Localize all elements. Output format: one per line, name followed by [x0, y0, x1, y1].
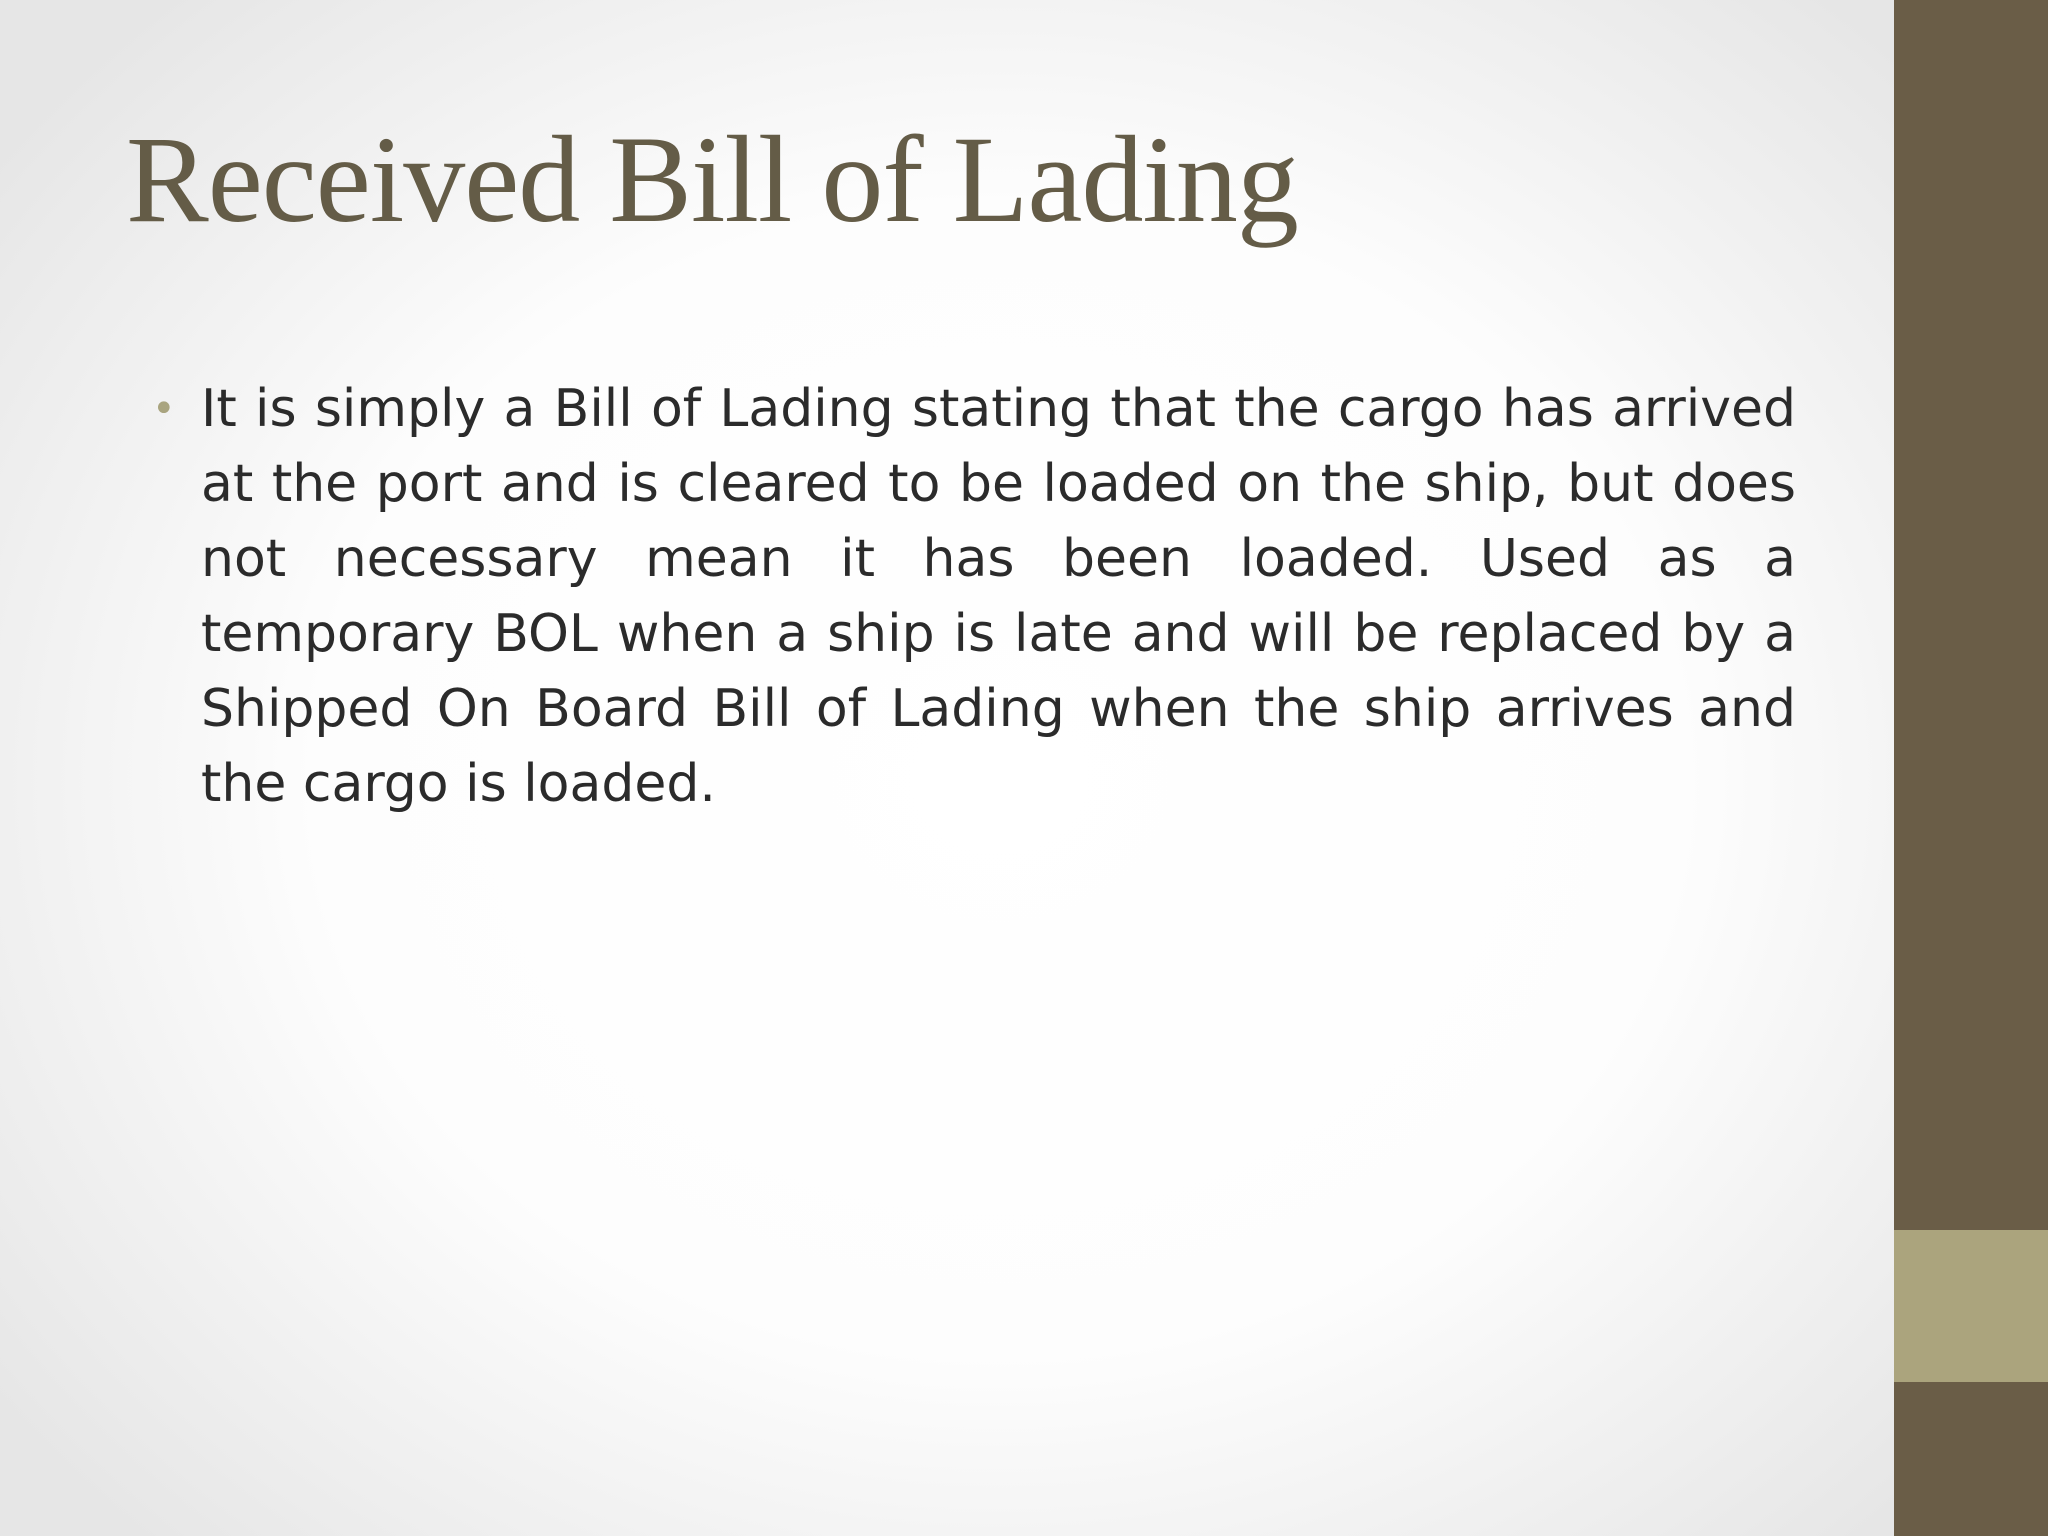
bullet-text: It is simply a Bill of Lading stating that the cargo has arrived at the port and is cleared to be loaded on the ship, but does not necessary mean it has been loaded. Used as a temporary BOL when a ship is late and will be replaced by a Shipped On Board Bill of Lading when the ship arrives and the cargo is loaded.: [201, 379, 1796, 814]
bullet-item: [146, 372, 1796, 822]
side-accent-block: [1894, 1230, 2048, 1382]
bullet-list: [146, 372, 1796, 822]
bullet-marker: •: [152, 386, 176, 432]
slide-title: Received Bill of Lading: [126, 111, 1298, 248]
